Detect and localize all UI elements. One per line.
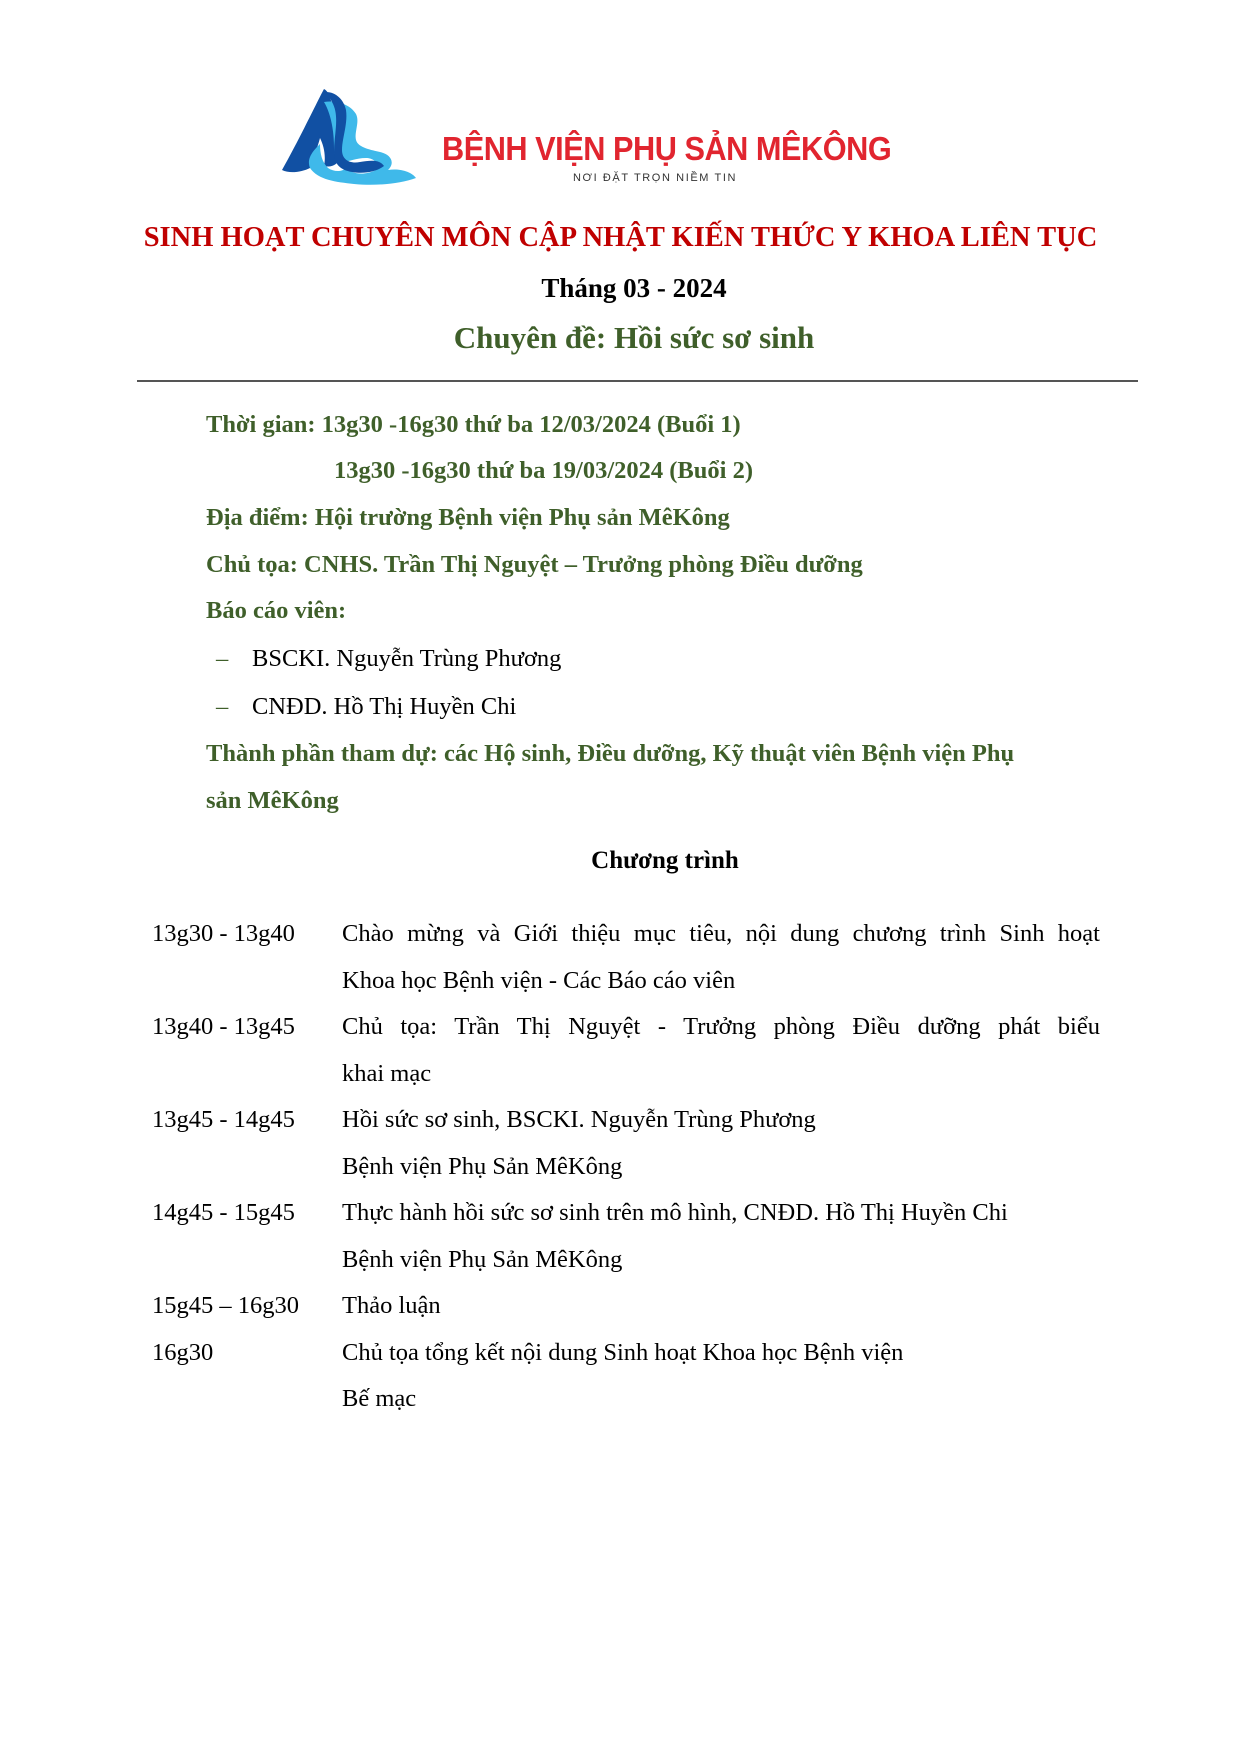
program-description: Thực hành hồi sức sơ sinh trên mô hình, CNĐD. Hồ Thị Huyền Chi: [342, 1199, 1008, 1226]
program-time: 13g40 - 13g45: [152, 1013, 295, 1040]
program-time: 14g45 - 15g45: [152, 1199, 295, 1226]
program-description: Chào mừng và Giới thiệu mục tiêu, nội dung chương trình Sinh hoạt: [342, 920, 1100, 947]
program-time: 13g30 - 13g40: [152, 920, 295, 947]
program-time: 13g45 - 14g45: [152, 1106, 295, 1133]
document-title: SINH HOẠT CHUYÊN MÔN CẬP NHẬT KIẾN THỨC Y KHOA LIÊN TỤC: [143, 222, 1098, 253]
speaker-dash: –: [216, 693, 229, 720]
logo-hospital-name: BỆNH VIỆN PHỤ SẢN MÊKÔNG: [442, 130, 892, 167]
program-description: Khoa học Bệnh viện - Các Báo cáo viên: [342, 967, 736, 994]
program-description: khai mạc: [342, 1060, 432, 1087]
document-month: Tháng 03 - 2024: [541, 273, 727, 303]
location: Địa điểm: Hội trường Bệnh viện Phụ sản MêKông: [206, 504, 730, 531]
program-description: Bế mạc: [342, 1385, 417, 1412]
participants-line-2: sản MêKông: [206, 787, 339, 814]
speaker-item: [216, 645, 561, 673]
speaker-item: [216, 693, 516, 721]
speaker-dash: –: [216, 645, 229, 672]
program-description: Chủ tọa tổng kết nội dung Sinh hoạt Khoa học Bệnh viện: [342, 1339, 904, 1366]
program-description: Chủ tọa: Trần Thị Nguyệt - Trưởng phòng Điều dưỡng phát biểu: [342, 1013, 1100, 1040]
logo-mark-icon: [280, 88, 450, 188]
program-time: 15g45 – 16g30: [152, 1292, 299, 1319]
speaker-name: BSCKI. Nguyễn Trùng Phương: [252, 645, 562, 672]
program-description: Bệnh viện Phụ Sản MêKông: [342, 1153, 623, 1180]
time-line-2: 13g30 -16g30 thứ ba 19/03/2024 (Buổi 2): [334, 457, 753, 484]
speakers-label: Báo cáo viên:: [206, 597, 347, 624]
speaker-name: CNĐD. Hồ Thị Huyền Chi: [252, 693, 517, 720]
program-heading: Chương trình: [591, 847, 739, 874]
hospital-logo: [280, 88, 892, 188]
program-description: Bệnh viện Phụ Sản MêKông: [342, 1246, 623, 1273]
logo-tagline: NƠI ĐẶT TRỌN NIỀM TIN: [573, 172, 738, 184]
header-divider: [137, 380, 1138, 382]
chair: Chủ tọa: CNHS. Trần Thị Nguyệt – Trưởng phòng Điều dưỡng: [206, 551, 863, 578]
program-time: 16g30: [152, 1339, 214, 1366]
program-description: Hồi sức sơ sinh, BSCKI. Nguyễn Trùng Phương: [342, 1106, 816, 1133]
time-line-1: Thời gian: 13g30 -16g30 thứ ba 12/03/2024 (Buổi 1): [206, 411, 741, 438]
program-description: Thảo luận: [342, 1292, 441, 1319]
participants-line-1: Thành phần tham dự: các Hộ sinh, Điều dưỡng, Kỹ thuật viên Bệnh viện Phụ: [206, 740, 1015, 767]
document-topic: Chuyên đề: Hồi sức sơ sinh: [453, 320, 815, 355]
